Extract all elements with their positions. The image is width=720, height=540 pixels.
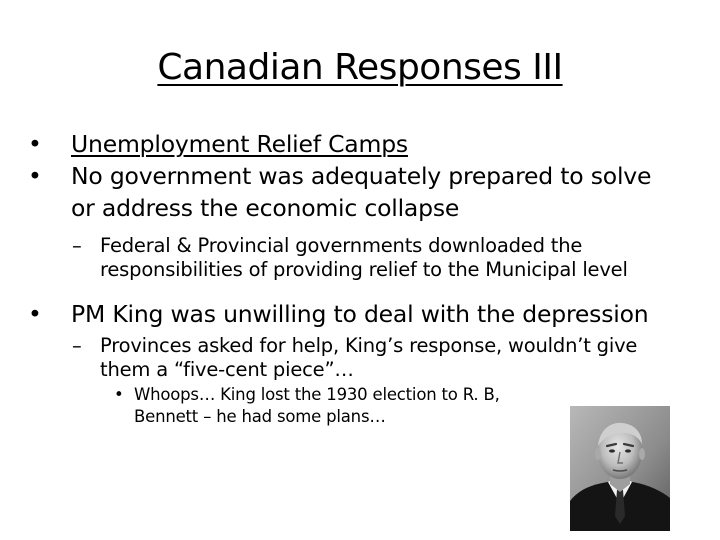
bullet-no-government [28,160,668,224]
slide-content [28,128,668,428]
bullet-relief-camps [28,128,668,160]
bullet-text: No government was adequately prepared to solve or address the economic collapse [71,162,652,222]
bullet-pm-king [28,298,668,330]
subsubbullet-text: Whoops… King lost the 1930 election to R. B, Bennett – he had some plans… [134,385,500,426]
subbullet-text: Provinces asked for help, King’s response, wouldn’t give them a “five-cent piece”… [100,334,638,381]
slide-title [0,44,720,92]
bullet-marker: • [28,300,42,328]
subbullet-marker: – [72,334,82,357]
bullet-text: PM King was unwilling to deal with the depression [71,300,649,328]
slide-title-text: Canadian Responses III [157,47,563,88]
bullet-marker: • [28,162,42,190]
portrait-photo [570,406,670,531]
subsubbullet-marker: • [114,385,124,404]
bullet-marker: • [28,130,42,158]
subbullet-marker: – [72,234,82,257]
subbullet-downloaded [72,234,668,282]
subsubbullet-election [114,384,554,428]
subbullet-provinces [72,334,668,382]
portrait-image [570,406,670,531]
bullet-text: Unemployment Relief Camps [71,130,408,158]
subbullet-text: Federal & Provincial governments downloaded the responsibilities of providing relief to the Municipal level [100,234,628,281]
